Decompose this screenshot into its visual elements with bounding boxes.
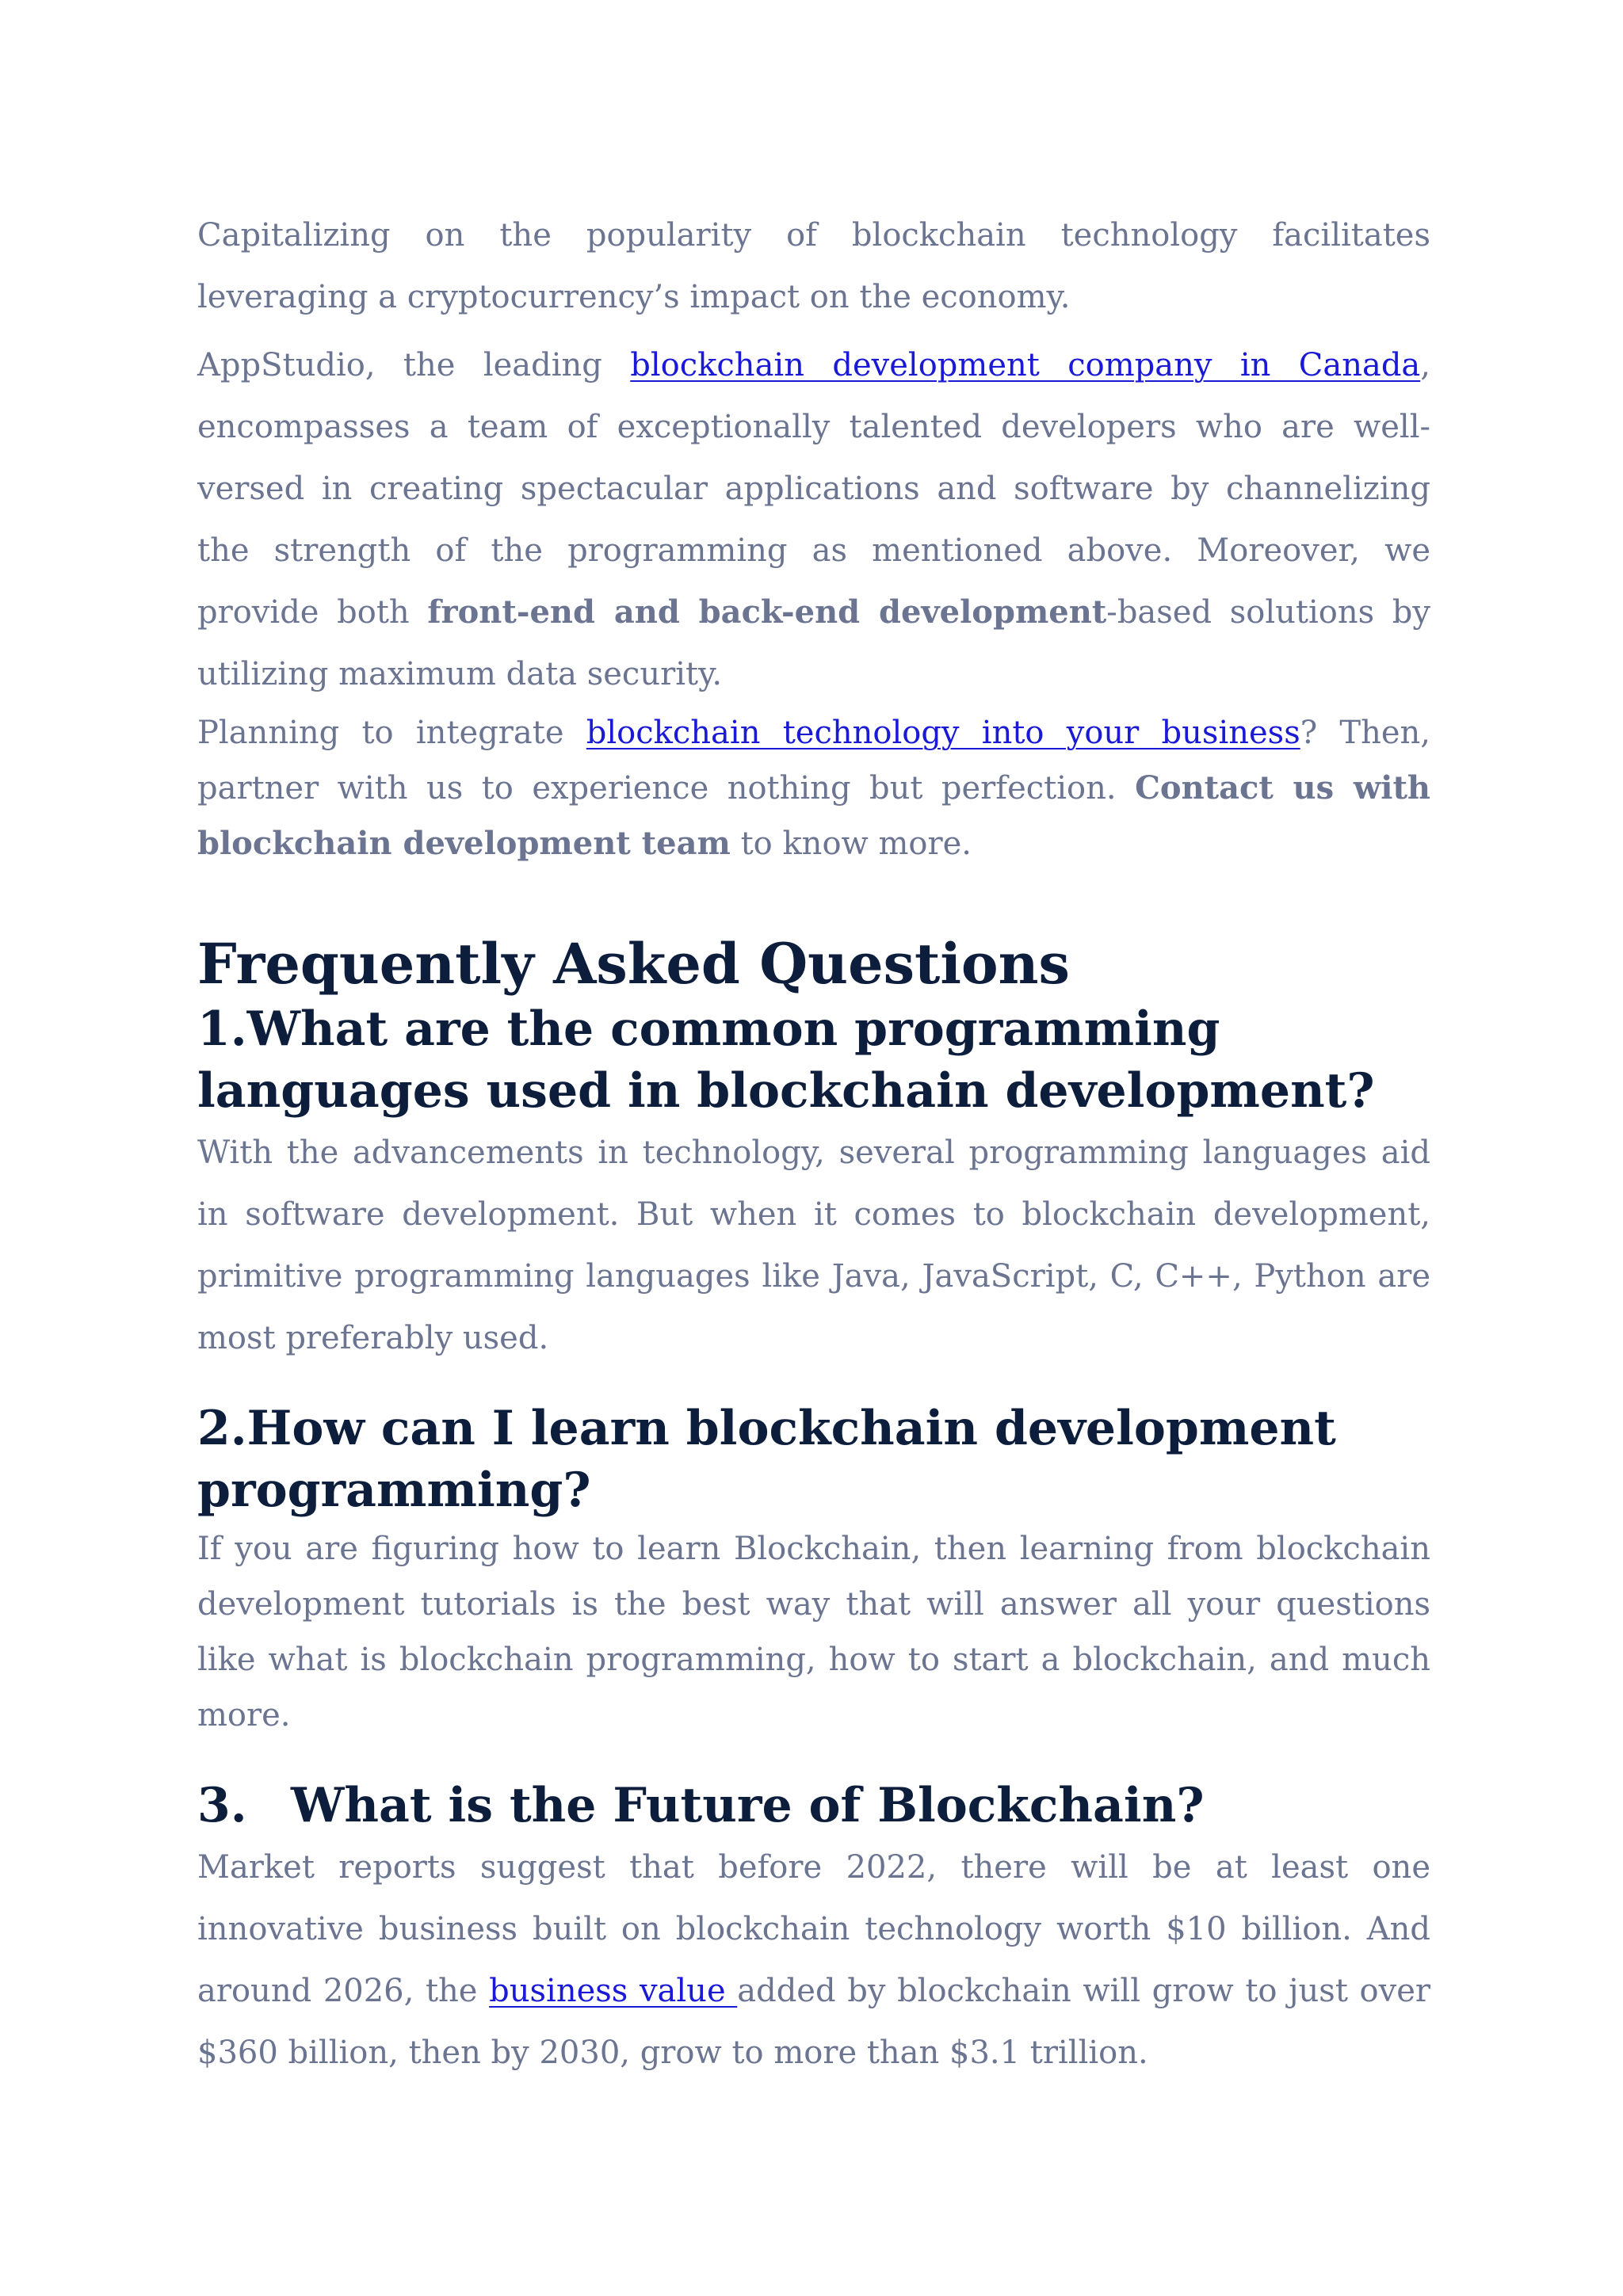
intro-p3-bold: Contact us with blockchain development team — [197, 769, 1431, 862]
intro-p3-start: Planning to integrate — [197, 715, 586, 751]
faq-question-3-number: 3. — [197, 1778, 247, 1833]
blockchain-business-link[interactable]: blockchain technology into your business — [586, 715, 1300, 751]
faq-answer-3-end: added by blockchain will grow to just over $360 billion, then by 2030, grow to more than $3.1 trillion. — [197, 1973, 1431, 2071]
faq-question-1: 1.What are the common programming languages used in blockchain development? — [197, 1001, 1375, 1119]
intro-p2-start: AppStudio, the leading — [197, 347, 631, 383]
intro-p2-mid: , encompasses a team of exceptionally talented developers who are well-versed in creating spectacular applications and software by channelizing the strength of the programming as mentioned above. Moreover, we provide both — [197, 347, 1430, 631]
faq-answer-3 — [197, 1836, 1430, 2084]
faq-question-3-text: What is the Future of Blockchain? — [291, 1778, 1205, 1833]
faq-answer-2: If you are figuring how to learn Blockchain, then learning from blockchain development tutorials is the best way that will answer all your questions like what is blockchain programming, how to start a blockchain, and much more. — [197, 1531, 1430, 1733]
business-value-link[interactable]: business value — [489, 1973, 738, 2009]
blockchain-company-canada-link[interactable]: blockchain development company in Canada — [630, 347, 1421, 383]
faq-question-3 — [197, 1775, 1430, 1836]
faq-answer-3-start: Market reports suggest that before 2022, there will be at least one innovative business built on blockchain technology worth $10 billion. And around 2026, the — [197, 1849, 1430, 2009]
faq-heading: Frequently Asked Questions — [197, 931, 1070, 997]
intro-p3-mid: ? Then, partner with us to experience nothing but perfection. — [197, 715, 1430, 807]
intro-p1-text: Capitalizing on the popularity of blockchain technology facilitates leveraging a cryptocurrency’s impact on the economy. — [197, 217, 1430, 315]
faq-answer-1: With the advancements in technology, several programming languages aid in software development. But when it comes to blockchain development, primitive programming languages like Java, JavaScript, C, C++, Python are most preferably used. — [197, 1135, 1430, 1356]
intro-paragraph-3 — [197, 705, 1430, 871]
intro-paragraph-2 — [197, 334, 1430, 705]
intro-p2-bold: front-end and back-end development — [427, 593, 1107, 631]
document-content — [197, 204, 1430, 2084]
faq-question-2: 2.How can I learn blockchain development programming? — [197, 1401, 1336, 1518]
intro-p2-end: -based solutions by utilizing maximum data security. — [197, 594, 1431, 692]
intro-paragraph-1 — [197, 204, 1430, 328]
intro-p3-end: to know more. — [730, 826, 972, 862]
